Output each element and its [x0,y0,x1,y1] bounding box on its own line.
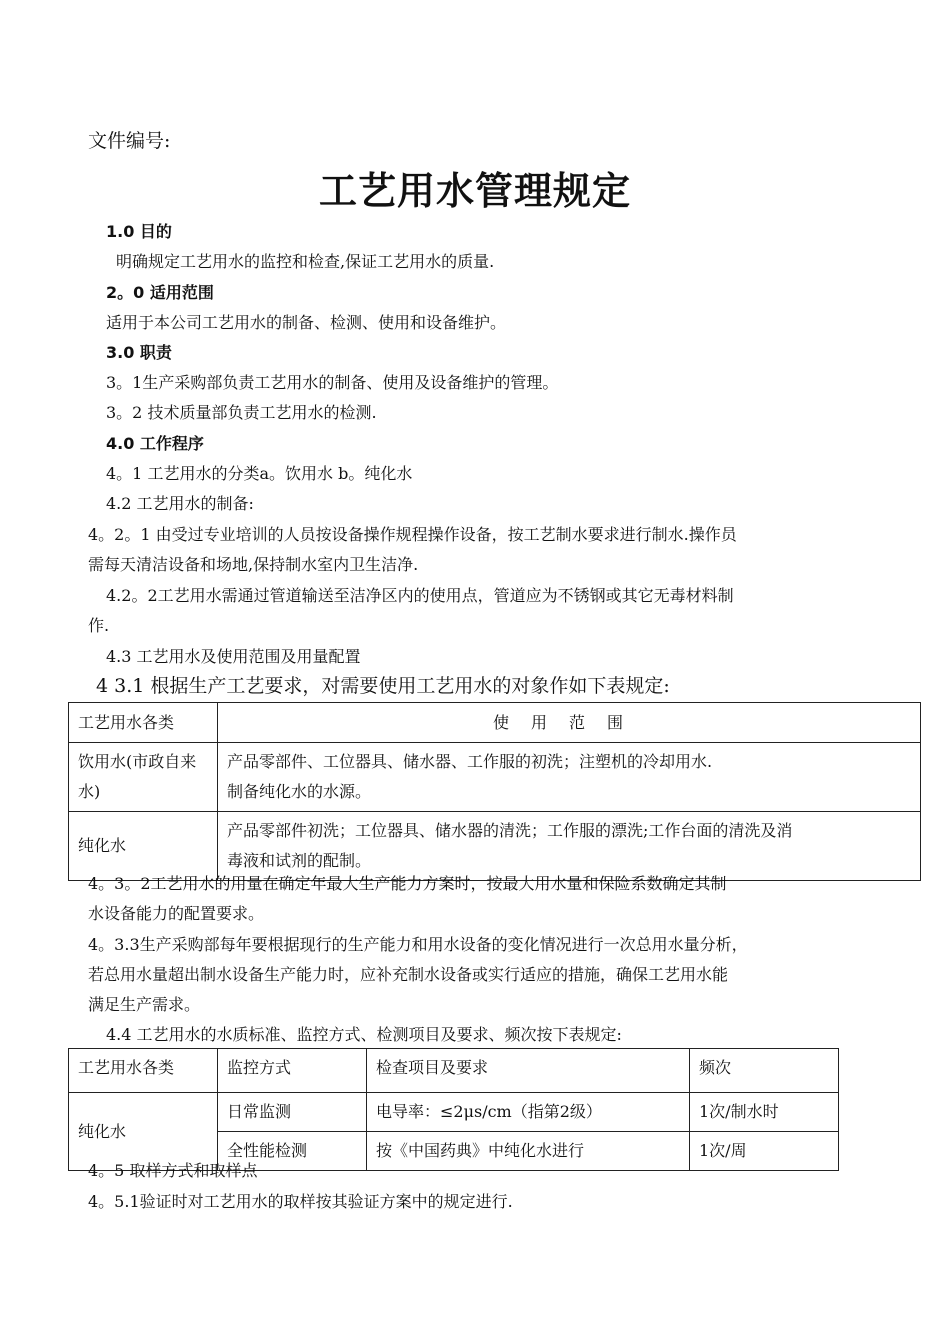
usage-scope-line: 制备纯化水的水源。 [227,782,372,801]
section-4-2-2-line2: 作. [88,616,110,635]
doc-title: 工艺用水管理规定 [318,169,631,213]
usage-scope-line: 产品零部件初洗；工位器具、储水器的清洗；工作服的漂洗;工作台面的清洗及消 [227,821,793,840]
usage-scope-cell [218,743,921,812]
section-1-heading: 1.0 目的 [106,222,172,241]
water-type-cell: 纯化水 [69,1093,218,1171]
table-header-cell: 频次 [690,1049,839,1093]
section-4-3: 4.3 工艺用水及使用范围及用量配置 [106,647,361,666]
section-3-heading: 3.0 职责 [106,343,172,362]
section-4-heading: 4.0 工作程序 [106,434,204,453]
section-4-2-1-line1: 4。2。1 由受过专业培训的人员按设备操作规程操作设备，按工艺制水要求进行制水.操作员 [88,525,737,544]
frequency-cell: 1次/周 [690,1132,839,1171]
section-4-3-1: 4 3.1 根据生产工艺要求，对需要使用工艺用水的对象作如下表规定: [96,675,670,697]
section-4-2: 4.2 工艺用水的制备: [106,494,254,513]
monitor-method-cell: 全性能检测 [218,1132,367,1171]
water-type-cell: 纯化水 [69,812,218,881]
table-row [69,743,921,812]
section-2-heading: 2。0 适用范围 [106,283,214,302]
section-4-2-2-line1: 4.2。2工艺用水需通过管道输送至洁净区内的使用点，管道应为不锈钢或其它无毒材料制 [106,586,734,605]
check-item-cell: 电导率：≤2μs/cm（指第2级） [367,1093,690,1132]
usage-scope-line: 产品零部件、工位器具、储水器、工作服的初洗；注塑机的冷却用水. [227,752,713,771]
table-header-cell: 使用范围 [218,703,921,743]
table-header-cell: 工艺用水各类 [69,1049,218,1093]
check-item-cell: 按《中国药典》中纯化水进行 [367,1132,690,1171]
monitor-method-cell: 日常监测 [218,1093,367,1132]
usage-scope-cell [218,812,921,881]
table-header-cell: 检查项目及要求 [367,1049,690,1093]
usage-scope-line: 毒液和试剂的配制。 [227,851,372,870]
water-quality-table [68,1048,839,1171]
table-row [69,812,921,881]
section-4-4: 4.4 工艺用水的水质标准、监控方式、检测项目及要求、频次按下表规定: [106,1025,622,1044]
section-2-text: 适用于本公司工艺用水的制备、检测、使用和设备维护。 [106,313,507,332]
section-4-1: 4。1 工艺用水的分类a。饮用水 b。纯化水 [106,464,413,483]
doc-number-label: 文件编号: [88,130,171,152]
water-type-cell: 饮用水(市政自来水) [69,743,218,812]
section-3-2: 3。2 技术质量部负责工艺用水的检测. [106,403,377,422]
table-header-cell: 监控方式 [218,1049,367,1093]
section-1-text: 明确规定工艺用水的监控和检查,保证工艺用水的质量. [116,252,495,271]
section-4-3-3-line1: 4。3.3生产采购部每年要根据现行的生产能力和用水设备的变化情况进行一次总用水量分析， [88,935,748,954]
section-4-5: 4。5 取样方式和取样点 [88,1161,258,1180]
section-4-3-3-line3: 满足生产需求。 [88,995,201,1014]
water-usage-table [68,702,921,881]
table-header-row [69,1049,839,1093]
section-4-2-1-line2: 需每天清洁设备和场地,保持制水室内卫生洁净. [88,555,419,574]
table-row [69,1093,839,1132]
section-4-3-3-line2: 若总用水量超出制水设备生产能力时，应补充制水设备或实行适应的措施，确保工艺用水能 [88,965,729,984]
table-header-cell: 工艺用水各类 [69,703,218,743]
section-4-3-2-line2: 水设备能力的配置要求。 [88,904,265,923]
section-4-3-2-line1: 4。3。2工艺用水的用量在确定年最大生产能力方案时，按最大用水量和保险系数确定其制 [88,874,727,893]
section-3-1: 3。1生产采购部负责工艺用水的制备、使用及设备维护的管理。 [106,373,559,392]
table-header-row [69,703,921,743]
frequency-cell: 1次/制水时 [690,1093,839,1132]
section-4-5-1: 4。5.1验证时对工艺用水的取样按其验证方案中的规定进行. [88,1192,513,1211]
